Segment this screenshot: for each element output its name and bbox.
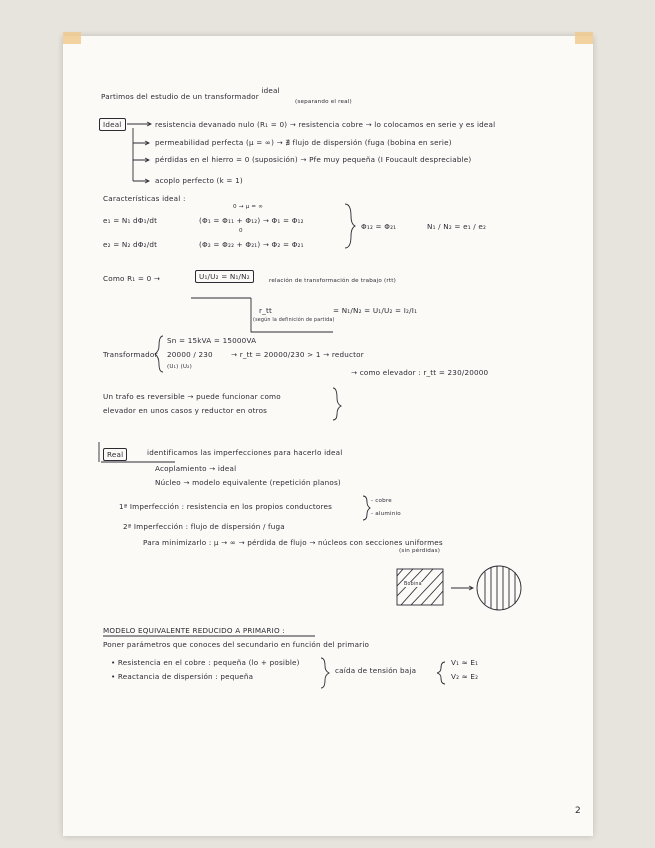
phi-top-note: 0 → μ = ∞ bbox=[233, 204, 264, 210]
caracteristicas-title: Características ideal : bbox=[103, 194, 186, 203]
eq-phi2: (Φ₂ = Φ₂₂ + Φ₂₁) → Φ₂ = Φ₂₁ bbox=[199, 240, 304, 249]
page-number: 2 bbox=[575, 806, 581, 816]
transformador-voltages: 20000 / 230 bbox=[167, 350, 213, 359]
rtt-note: relación de transformación de trabajo (rtt) bbox=[269, 278, 397, 284]
eq-e2: e₂ = N₂ dΦ₂/dt bbox=[103, 240, 158, 249]
transformador-rtt: → r_tt = 20000/230 > 1 → reductor bbox=[231, 350, 364, 359]
modelo-bullet-1: • Resistencia en el cobre : pequeña (lo + posible) bbox=[111, 658, 300, 667]
ideal-item-1: resistencia devanado nulo (R₁ = 0) → resistencia cobre → lo colocamos en serie y es ideal bbox=[155, 120, 496, 129]
phi-mid-note: 0 bbox=[239, 228, 243, 234]
core-label: Bobina bbox=[404, 582, 422, 587]
notebook-page bbox=[63, 36, 593, 836]
como-box: U₁/U₂ = N₁/N₂ bbox=[195, 270, 254, 283]
intro-note: (separando el real) bbox=[295, 99, 352, 105]
real-minim: Para minimizarlo : μ → ∞ → pérdida de flujo → núcleos con secciones uniformes bbox=[143, 538, 443, 547]
real-intro: identificamos las imperfecciones para hacerlo ideal bbox=[147, 448, 343, 457]
eq-phi12: Φ₁₂ = Φ₂₁ bbox=[361, 222, 397, 231]
modelo-caida: caída de tensión baja bbox=[335, 666, 417, 675]
transformador-label: Transformador bbox=[103, 350, 158, 359]
real-imp1: 1ª Imperfección : resistencia en los propios conductores bbox=[119, 502, 333, 511]
real-label: Real bbox=[103, 448, 127, 461]
intro-line: Partimos del estudio de un transformador bbox=[101, 92, 259, 101]
intro-ideal-word: ideal bbox=[261, 86, 280, 95]
modelo-v1: V₁ ≈ E₁ bbox=[451, 658, 479, 667]
eq-e1: e₁ = N₁ dΦ₁/dt bbox=[103, 216, 158, 225]
modelo-bullet-2: • Reactancia de dispersión : pequeña bbox=[111, 672, 254, 681]
rtt-eq: = N₁/N₂ = U₁/U₂ = I₂/I₁ bbox=[333, 306, 418, 315]
como-text: Como R₁ = 0 → bbox=[103, 274, 161, 283]
transformador-elevador: → como elevador : r_tt = 230/20000 bbox=[351, 368, 489, 377]
eq-phi1: (Φ₁ = Φ₁₁ + Φ₁₂) → Φ₁ = Φ₁₂ bbox=[199, 216, 304, 225]
real-imp1-b: - aluminio bbox=[371, 511, 401, 517]
ideal-label: Ideal bbox=[99, 118, 126, 131]
reversible-line-1: Un trafo es reversible → puede funcionar como bbox=[103, 392, 281, 401]
rtt-label: r_tt bbox=[259, 306, 272, 315]
modelo-v2: V₂ ≈ E₂ bbox=[451, 672, 479, 681]
modelo-title: MODELO EQUIVALENTE REDUCIDO A PRIMARIO : bbox=[103, 626, 285, 635]
ideal-item-3: pérdidas en el hierro = 0 (suposición) → Pfe muy pequeña (I Foucault despreciable) bbox=[155, 155, 472, 164]
transformador-sn: Sn = 15kVA = 15000VA bbox=[167, 336, 257, 345]
real-imp2: 2ª Imperfección : flujo de dispersión / fuga bbox=[123, 522, 285, 531]
reversible-line-2: elevador en unos casos y reductor en otros bbox=[103, 406, 268, 415]
real-imp1-a: - cobre bbox=[371, 498, 392, 504]
ideal-item-2: permeabilidad perfecta (μ = ∞) → ∄ flujo de dispersión (fuga (bobina en serie) bbox=[155, 138, 452, 147]
modelo-line1: Poner parámetros que conoces del secundario en función del primario bbox=[103, 640, 370, 649]
eq-ratio: N₁ / N₂ = e₁ / e₂ bbox=[427, 222, 487, 231]
real-sin-perdidas: (sin pérdidas) bbox=[399, 548, 441, 554]
real-acoplamiento: Acoplamiento → ideal bbox=[155, 464, 237, 473]
real-nucleo: Núcleo → modelo equivalente (repetición planos) bbox=[155, 478, 341, 487]
ideal-item-4: acoplo perfecto (k = 1) bbox=[155, 176, 243, 185]
rtt-sub: (según la definición de partida) bbox=[253, 318, 335, 323]
transformador-units: (U₁) (U₂) bbox=[167, 364, 192, 370]
